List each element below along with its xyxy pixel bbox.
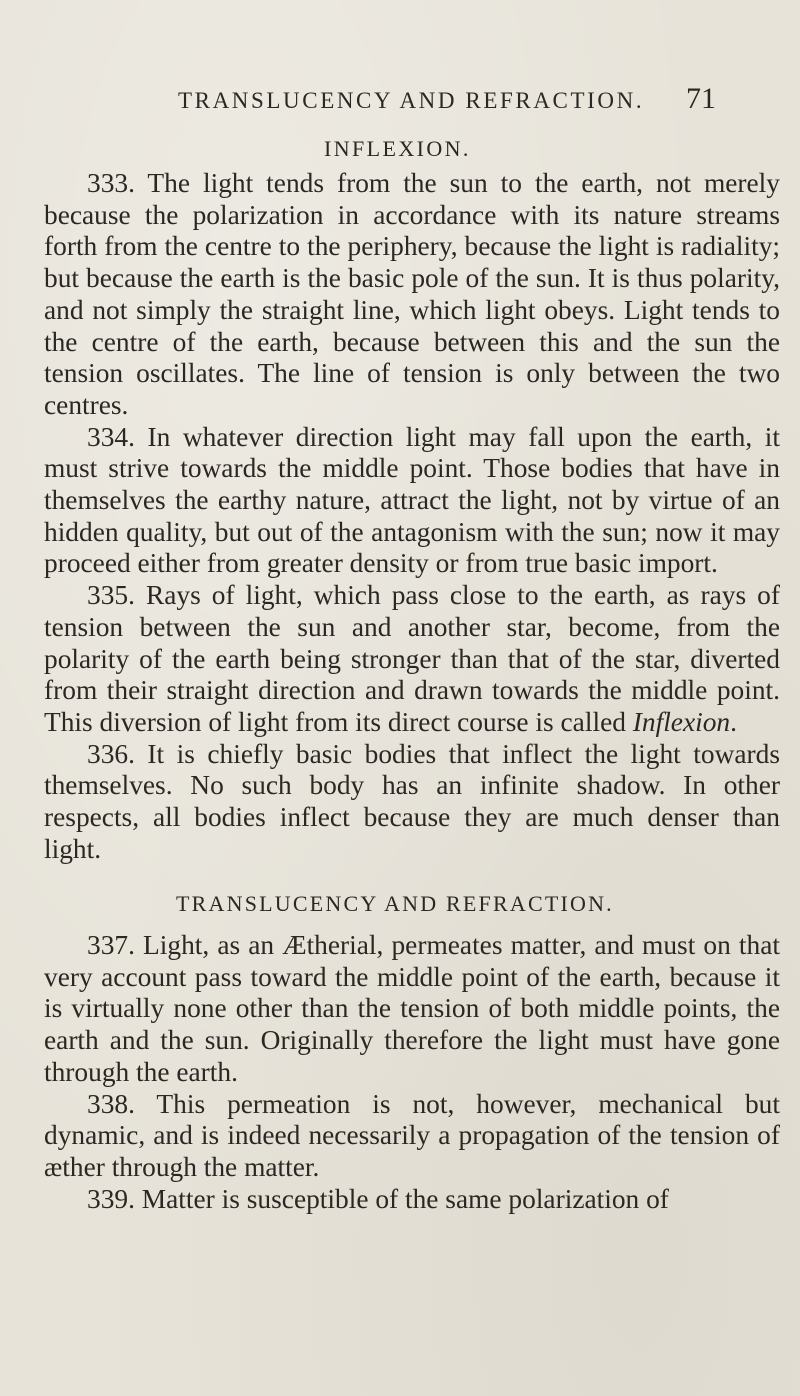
paragraph-text: Matter is susceptible of the same polarization of xyxy=(141,1183,669,1214)
paragraph-text: Rays of light, which pass close to the earth, as rays of tension between the sun and another star, become, from the polarity of the earth being stronger than that of the star, diverted from their straight direction and drawn towards the middle point. This diversion of light from its direct course is called xyxy=(44,580,780,737)
paragraph-335 xyxy=(44,580,780,739)
paragraph-339 xyxy=(44,1184,780,1216)
running-head-title: TRANSLUCENCY AND REFRACTION. xyxy=(178,88,645,113)
paragraph-number: 336. xyxy=(87,738,135,769)
running-head xyxy=(178,82,778,124)
section-heading-translucency: TRANSLUCENCY AND REFRACTION. xyxy=(176,891,614,916)
paragraph-text: The light tends from the sun to the earth, not merely because the polarization in accordance with its nature streams forth from the centre to the periphery, because the light is radiality; but because the earth is the basic pole of the sun. It is thus polarity, and not simply the straight line, which light obeys. Light tends to the centre of the earth, because between this and the sun the tension oscillates. The line of tension is only between the two centres. xyxy=(44,168,780,420)
paragraph-number: 339. xyxy=(87,1183,135,1214)
paragraph-text: This permeation is not, however, mechanical but dynamic, and is indeed necessarily a propagation of the tension of æther through the matter. xyxy=(44,1088,780,1182)
paragraph-number: 337. xyxy=(87,930,135,960)
paragraph-number: 334. xyxy=(87,421,135,452)
paragraph-text-tail: . xyxy=(730,706,737,737)
section-body-inflexion xyxy=(44,168,780,865)
term-inflexion: Inflexion xyxy=(632,706,731,737)
page-number: 71 xyxy=(686,82,716,115)
paragraph-336 xyxy=(44,739,780,866)
paragraph-333 xyxy=(44,168,780,422)
paragraph-number: 338. xyxy=(87,1088,135,1119)
paragraph-text: Light, as an Ætherial, permeates matter, and must on that very account pass toward the middle point of the earth, because it is virtually none other than the tension of both middle points, the earth and the sun. Originally therefore the light must have gone through the earth. xyxy=(44,930,780,1087)
paragraph-number: 335. xyxy=(87,580,135,611)
paragraph-338 xyxy=(44,1089,780,1184)
paragraph-text: In whatever direction light may fall upon the earth, it must strive towards the middle point. Those bodies that have in themselves the earthy nature, attract the light, not by virtue of an hidden quality, but out of the antagonism with the sun; now it may proceed either from greater density or from true basic import. xyxy=(44,421,780,579)
paragraph-number: 333. xyxy=(87,168,135,198)
paragraph-337 xyxy=(44,930,780,1089)
paragraph-334 xyxy=(44,422,780,581)
paragraph-text: It is chiefly basic bodies that inflect the light towards themselves. No such body has an infinite shadow. In other respects, all bodies inflect because they are much denser than light. xyxy=(44,738,780,864)
section-body-translucency xyxy=(44,930,780,1215)
section-heading-inflexion: INFLEXION. xyxy=(324,136,471,161)
